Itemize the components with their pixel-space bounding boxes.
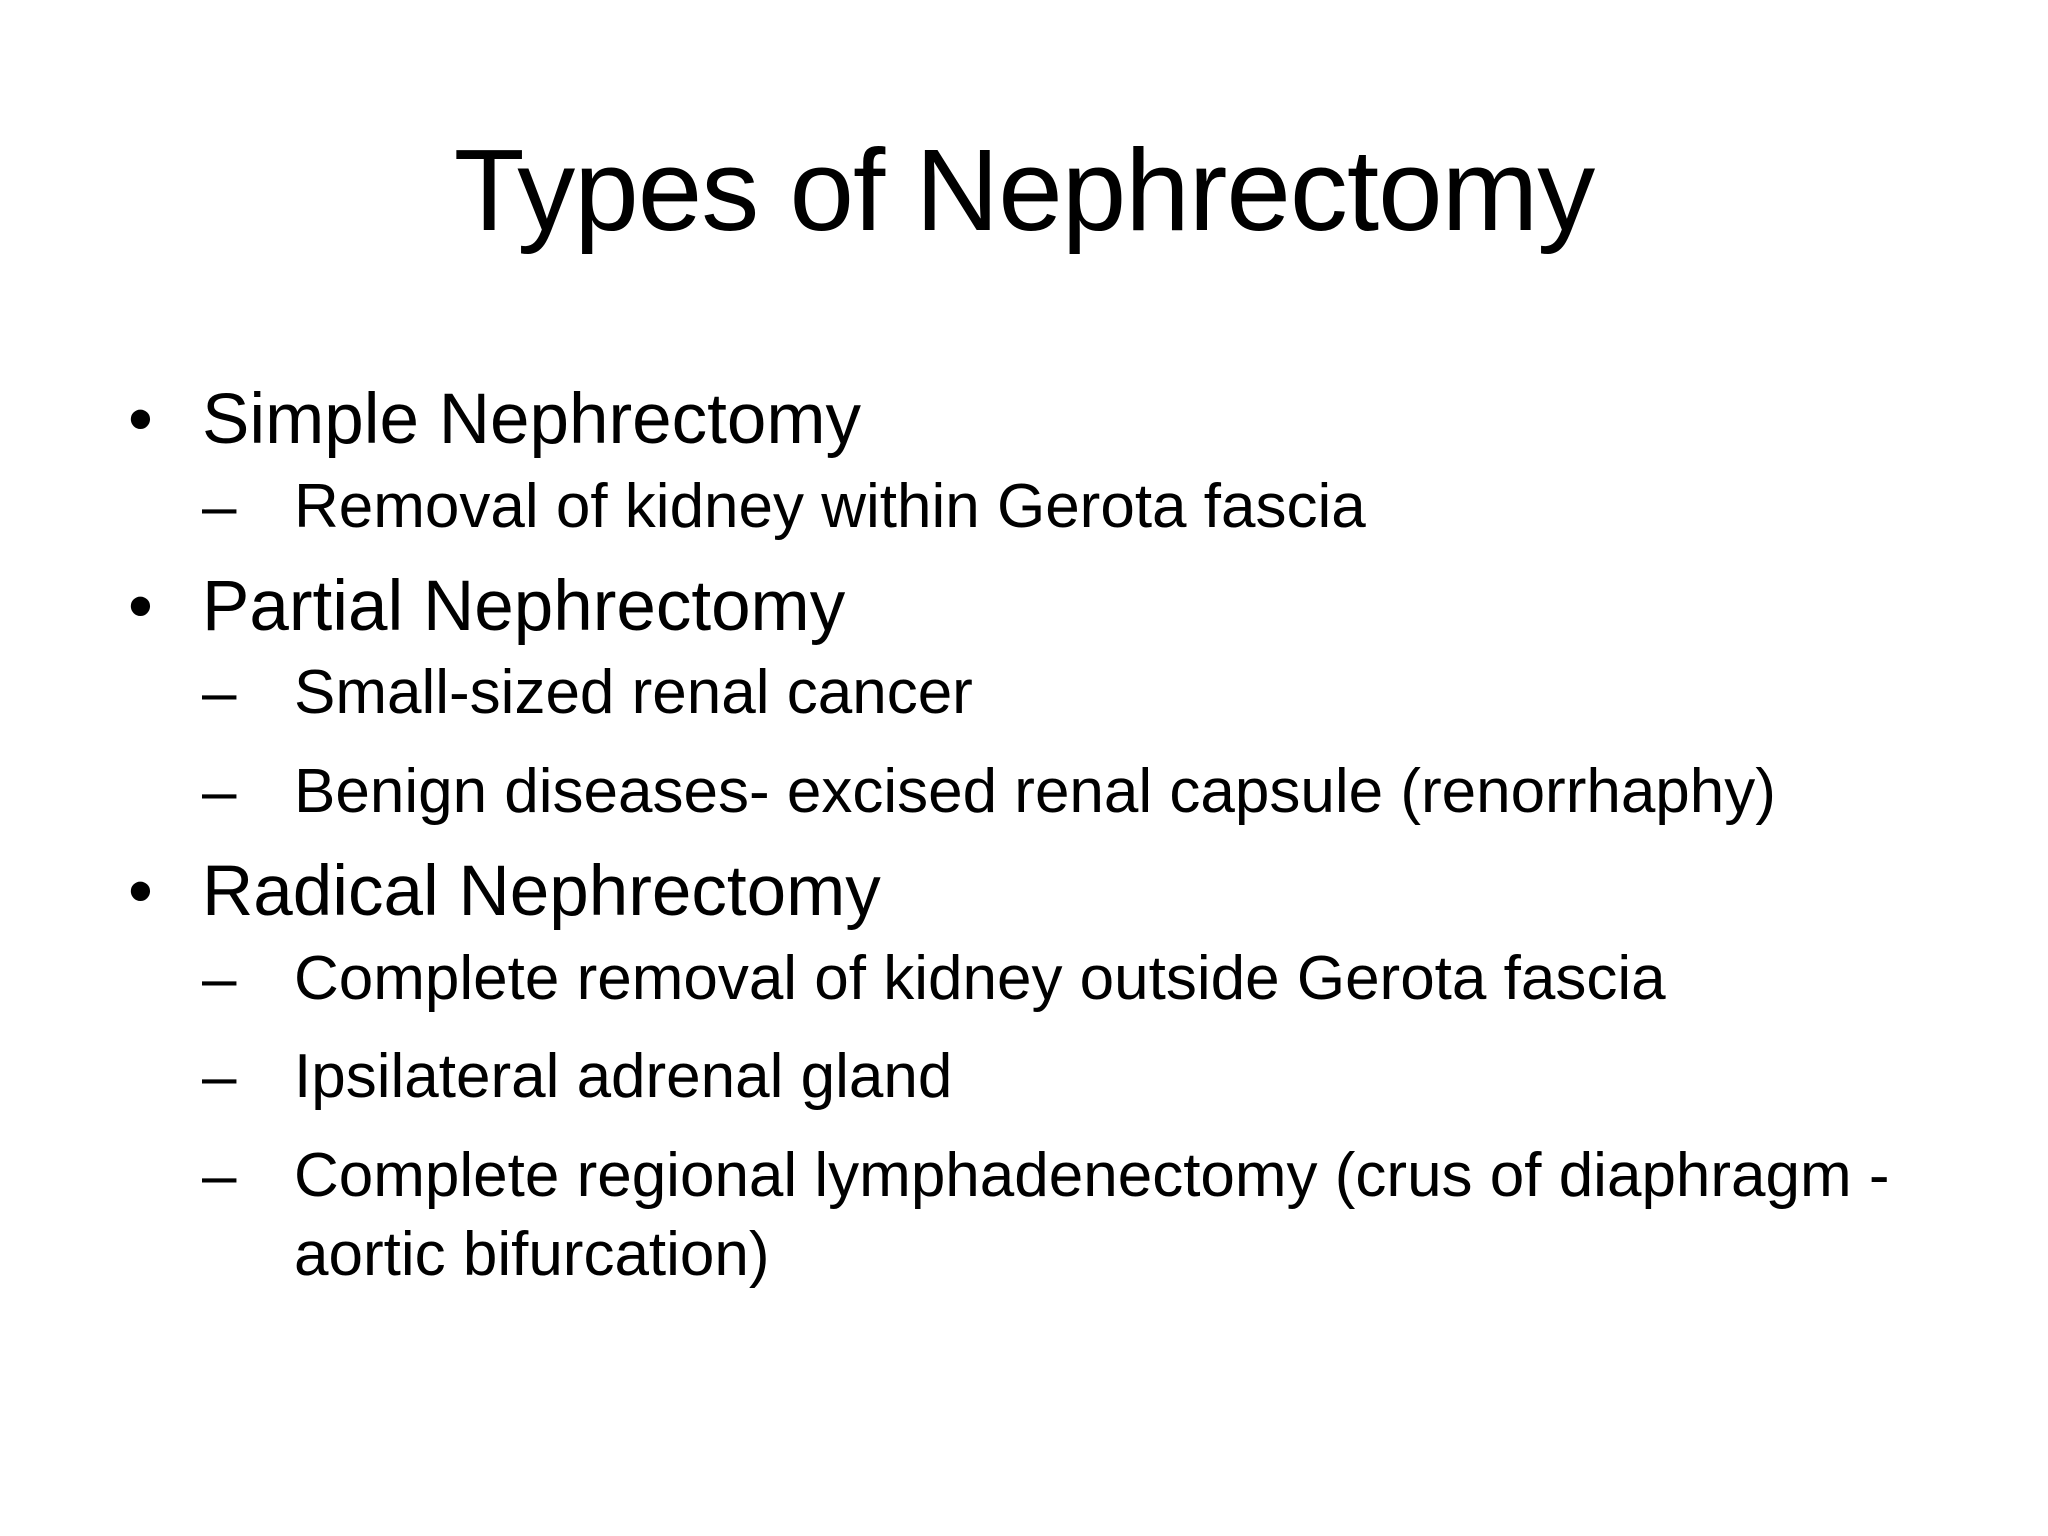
- bullet-item-radical-nephrectomy: [128, 850, 1928, 1295]
- dash-icon: –: [202, 1042, 237, 1112]
- sub-bullet-list: [202, 940, 1928, 1295]
- dash-icon: –: [202, 471, 237, 541]
- sub-bullet-item: [202, 940, 1928, 1019]
- sub-bullet-item: [202, 1038, 1928, 1117]
- sub-bullet-text: Small-sized renal cancer: [294, 658, 973, 728]
- bullet-item-simple-nephrectomy: [128, 378, 1928, 547]
- bullet-heading: Partial Nephrectomy: [202, 566, 846, 646]
- sub-bullet-text: Removal of kidney within Gerota fascia: [294, 471, 1366, 541]
- dash-icon: –: [202, 943, 237, 1013]
- sub-bullet-list: [202, 654, 1928, 831]
- bullet-heading: Radical Nephrectomy: [202, 851, 881, 931]
- bullet-icon: •: [128, 380, 153, 459]
- sub-bullet-text: Benign diseases- excised renal capsule (renorrhaphy): [294, 757, 1776, 826]
- bullet-icon: •: [128, 851, 153, 931]
- sub-bullet-item: [202, 753, 1928, 832]
- bullet-item-partial-nephrectomy: [128, 565, 1928, 832]
- bullet-heading: Simple Nephrectomy: [202, 380, 861, 459]
- dash-icon: –: [202, 1140, 237, 1210]
- sub-bullet-item: [202, 1137, 1928, 1294]
- sub-bullet-item: [202, 654, 1928, 733]
- bullet-icon: •: [128, 566, 153, 646]
- sub-bullet-text: Complete removal of kidney outside Gerota fascia: [294, 943, 1666, 1013]
- sub-bullet-list: [202, 468, 1928, 547]
- dash-icon: –: [202, 757, 237, 826]
- slide-title: Types of Nephrectomy: [453, 125, 1595, 255]
- sub-bullet-text: Complete regional lymphadenectomy (crus of diaphragm - aortic bifurcation): [294, 1140, 1890, 1289]
- sub-bullet-text: Ipsilateral adrenal gland: [294, 1042, 953, 1112]
- bullet-list: [128, 378, 1928, 1294]
- sub-bullet-item: [202, 468, 1928, 547]
- dash-icon: –: [202, 658, 237, 728]
